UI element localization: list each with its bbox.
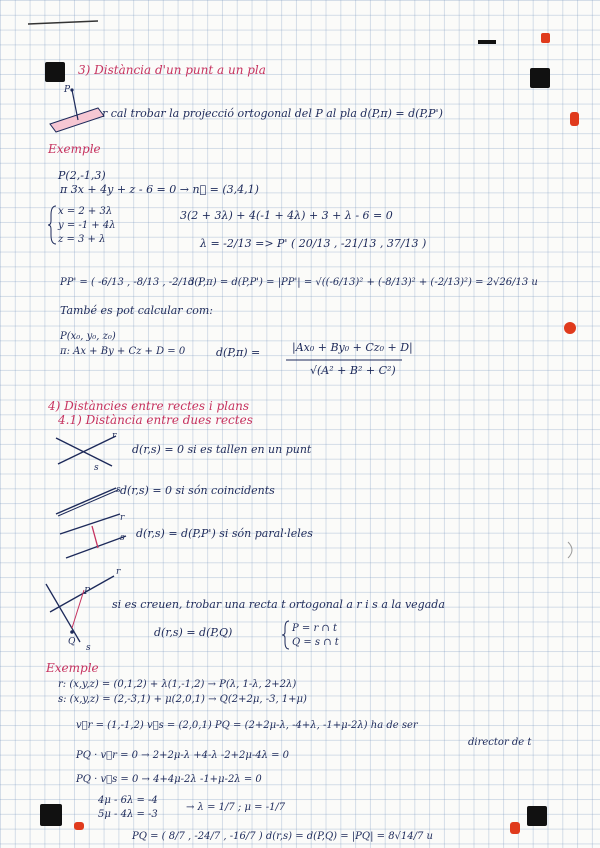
- case1-label-s: s: [94, 463, 99, 473]
- corner-marker-bottom-right: [527, 806, 547, 826]
- corner-marker-top-right: [530, 68, 550, 88]
- corner-marker-bottom-left: [40, 804, 62, 826]
- example2-dot2: PQ · v⃗s = 0 → 4+4μ-2λ -1+μ-2λ = 0: [76, 774, 262, 785]
- example2-system-1: 4μ - 6λ = -4: [98, 795, 158, 806]
- example2-vectors: v⃗r = (1,-1,2) v⃗s = (2,0,1) PQ = (2+2μ-λ, -4+λ, -1+μ-2λ) ha de ser: [76, 720, 418, 731]
- case4-label-p: P: [84, 587, 91, 597]
- case1-label-r: r: [112, 431, 117, 441]
- case-skew: si es creuen, trobar una recta t ortogonal a r i s a la vegada: [112, 598, 445, 611]
- lines-parallel-diagram: [58, 512, 138, 562]
- case3-label-r: r: [120, 513, 125, 523]
- case4-label-q: Q: [68, 637, 76, 647]
- case-intersect: d(r,s) = 0 si es tallen en un punt: [132, 443, 312, 456]
- section4-title: 4) Distàncies entre rectes i plans: [48, 399, 250, 413]
- lines-skew-diagram: [44, 572, 124, 652]
- case4-label-s: s: [86, 643, 91, 653]
- example1-point: P(2,-1,3): [58, 169, 106, 182]
- example1-system-x: x = 2 + 3λ: [58, 206, 113, 217]
- example1-substitution: 3(2 + 3λ) + 4(-1 + 4λ) + 3 + λ - 6 = 0: [180, 209, 393, 222]
- example1-system-z: z = 3 + λ: [58, 234, 106, 245]
- example1-heading: Exemple: [48, 142, 101, 156]
- case-parallel: d(r,s) = d(P,P') si són paral·leles: [136, 527, 313, 540]
- cross-formula: d(r,s) = d(P,Q): [154, 626, 233, 639]
- example2-heading: Exemple: [46, 661, 99, 675]
- example1-also: També es pot calcular com:: [60, 304, 213, 317]
- example1-general-point: P(x₀, y₀, z₀): [60, 331, 116, 342]
- system-brace-1: [48, 205, 58, 245]
- example1-plane: π 3x + 4y + z - 6 = 0 → n⃗ = (3,4,1): [60, 183, 259, 196]
- example1-lambda: λ = -2/13 => P' ( 20/13 , -21/13 , 37/13 ): [200, 237, 427, 250]
- example2-director: director de t: [468, 737, 532, 748]
- example1-formula-lhs: d(P,π) =: [216, 346, 261, 359]
- red-marker-4: [510, 822, 520, 834]
- example1-vector-ppp: PP' = ( -6/13 , -8/13 , -2/13 ): [60, 277, 202, 288]
- red-marker-1: [570, 112, 579, 126]
- margin-bracket: [566, 540, 578, 560]
- example1-general-plane: π: Ax + By + Cz + D = 0: [60, 346, 186, 357]
- example2-final: PQ = ( 8/7 , -24/7 , -16/7 ) d(r,s) = d(P,Q) = |PQ| = 8√14/7 u: [132, 831, 434, 842]
- section3-intro: r cal trobar la projecció ortogonal del P al pla d(P,π) = d(P,P'): [102, 107, 443, 120]
- fraction-bar: [286, 358, 406, 362]
- example1-system-y: y = -1 + 4λ: [58, 220, 116, 231]
- diagram-label-p: P: [64, 85, 71, 95]
- cross-condition-p: P = r ∩ t: [292, 623, 337, 634]
- case4-label-r: r: [116, 567, 121, 577]
- section4-subtitle: 4.1) Distància entre dues rectes: [58, 413, 253, 427]
- example2-s-line: s: (x,y,z) = (2,-3,1) + μ(2,0,1) → Q(2+2μ, -3, 1+μ): [58, 694, 307, 705]
- case3-label-s: s: [120, 533, 125, 543]
- red-marker-3: [74, 822, 84, 830]
- top-decoration: [0, 0, 600, 40]
- plane-diagram: [48, 86, 108, 136]
- example1-formula-numerator: |Ax₀ + By₀ + Cz₀ + D|: [292, 341, 413, 354]
- example2-solution: → λ = 1/7 ; μ = -1/7: [186, 802, 286, 813]
- cross-condition-q: Q = s ∩ t: [292, 637, 339, 648]
- section3-title: 3) Distància d'un punt a un pla: [78, 63, 266, 77]
- case-coincident: d(r,s) = 0 si són coincidents: [120, 484, 275, 497]
- case2-label-s: s: [116, 485, 121, 495]
- example1-distance: d(P,π) = d(P,P') = |PP'| = √((-6/13)² + (-8/13)² + (-2/13)²) = 2√26/13 u: [188, 277, 538, 288]
- red-marker-2: [564, 322, 576, 334]
- example1-formula-denominator: √(A² + B² + C²): [310, 364, 396, 377]
- system-brace-2: [282, 620, 290, 650]
- example2-r-line: r: (x,y,z) = (0,1,2) + λ(1,-1,2) → P(λ, 1-λ, 2+2λ): [58, 679, 297, 690]
- example2-system-2: 5μ - 4λ = -3: [98, 809, 158, 820]
- example2-dot1: PQ · v⃗r = 0 → 2+2μ-λ +4-λ -2+2μ-4λ = 0: [76, 750, 290, 761]
- corner-marker-top-left: [45, 62, 65, 82]
